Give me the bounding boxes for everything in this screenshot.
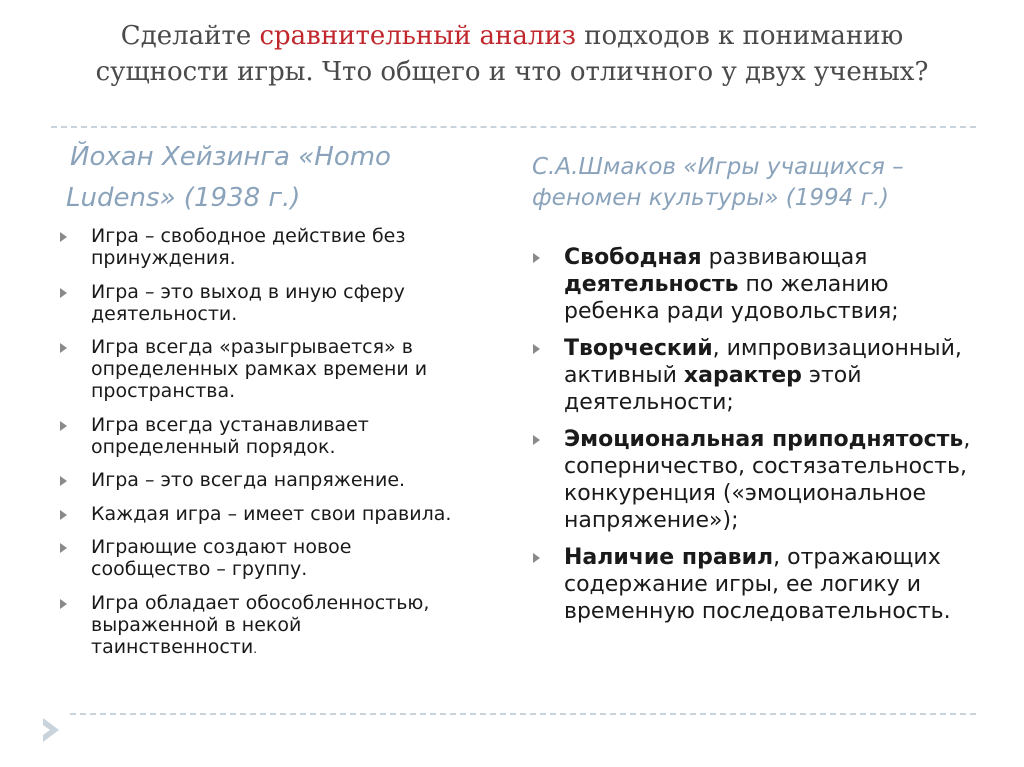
left-column-heading: Йохан Хейзинга «Homo Ludens» (1938 г.) (66, 142, 391, 213)
list-item-text: , отражающих содержание игры, ее логику и временную последовательность. (564, 545, 951, 624)
triangle-bullet-icon (533, 344, 540, 354)
list-item-text: Игра – это выход в иную сферу деятельности. (91, 280, 405, 325)
list-item (60, 469, 460, 491)
corner-arrow-shape (43, 718, 59, 742)
bottom-divider (70, 713, 976, 715)
right-column-heading: С.А.Шмаков «Игры учащихся – феномен культуры» (1994 г.) (532, 154, 904, 211)
triangle-bullet-icon (60, 343, 67, 353)
list-item-text: , соперничество, состязательность, конкуренция («эмоциональное напряжение»); (564, 427, 971, 533)
list-item-text: развивающая (701, 245, 868, 270)
slide-title (60, 18, 964, 90)
list-item-text: Игра обладает обособленностью, выраженной в некой таинственности (91, 591, 430, 658)
list-item (60, 414, 460, 458)
title-text-end: подходов к пониманию сущности игры. Что общего и что отличного у двух ученых? (95, 21, 929, 87)
right-item-list (533, 244, 973, 635)
list-item-text: , импровизационный, активный (564, 336, 962, 388)
list-item-text: этой деятельности; (564, 363, 862, 415)
list-item (60, 592, 460, 660)
list-item (533, 335, 973, 416)
list-item-bold-text: Наличие правил (564, 545, 774, 570)
list-item-text: Игра всегда устанавливает определенный порядок. (91, 413, 369, 458)
list-item-text: Каждая игра – имеет свои правила. (91, 502, 452, 525)
triangle-bullet-icon (533, 435, 540, 445)
list-item (60, 281, 460, 325)
list-item (60, 536, 460, 580)
list-item-bold-text: Творческий (564, 336, 713, 361)
list-item-bold-text: Эмоциональная приподнятость (564, 427, 964, 452)
list-item-bold-text: характер (683, 363, 802, 388)
list-item (533, 544, 973, 625)
triangle-bullet-icon (533, 253, 540, 263)
list-item (60, 225, 460, 269)
top-divider (51, 126, 976, 128)
triangle-bullet-icon (60, 421, 67, 431)
triangle-bullet-icon (60, 599, 67, 609)
triangle-bullet-icon (60, 543, 67, 553)
list-item (60, 503, 460, 525)
triangle-bullet-icon (533, 553, 540, 563)
corner-arrow-icon (38, 716, 62, 744)
list-item-text: Игра – свободное действие без принуждения. (91, 225, 406, 269)
list-item (60, 336, 460, 402)
list-item-text: Игра всегда «разыгрывается» в определенных рамках времени и пространства. (91, 336, 428, 402)
title-text-start: Сделайте (120, 21, 260, 51)
triangle-bullet-icon (60, 476, 67, 486)
list-item-text: Играющие создают новое сообщество – группу. (91, 536, 352, 580)
list-item-trailing-dot: . (253, 641, 258, 656)
title-accent-text: сравнительный анализ (259, 21, 576, 51)
list-item-text: по желанию ребенка ради удовольствия; (564, 272, 899, 324)
list-item-bold-text: деятельность (564, 272, 739, 297)
left-item-list (60, 225, 460, 671)
list-item (533, 426, 973, 534)
triangle-bullet-icon (60, 510, 67, 520)
triangle-bullet-icon (60, 288, 67, 298)
list-item (533, 244, 973, 325)
list-item-bold-text: Свободная (564, 245, 702, 270)
triangle-bullet-icon (60, 232, 67, 242)
list-item-text: Игра – это всегда напряжение. (91, 469, 406, 491)
